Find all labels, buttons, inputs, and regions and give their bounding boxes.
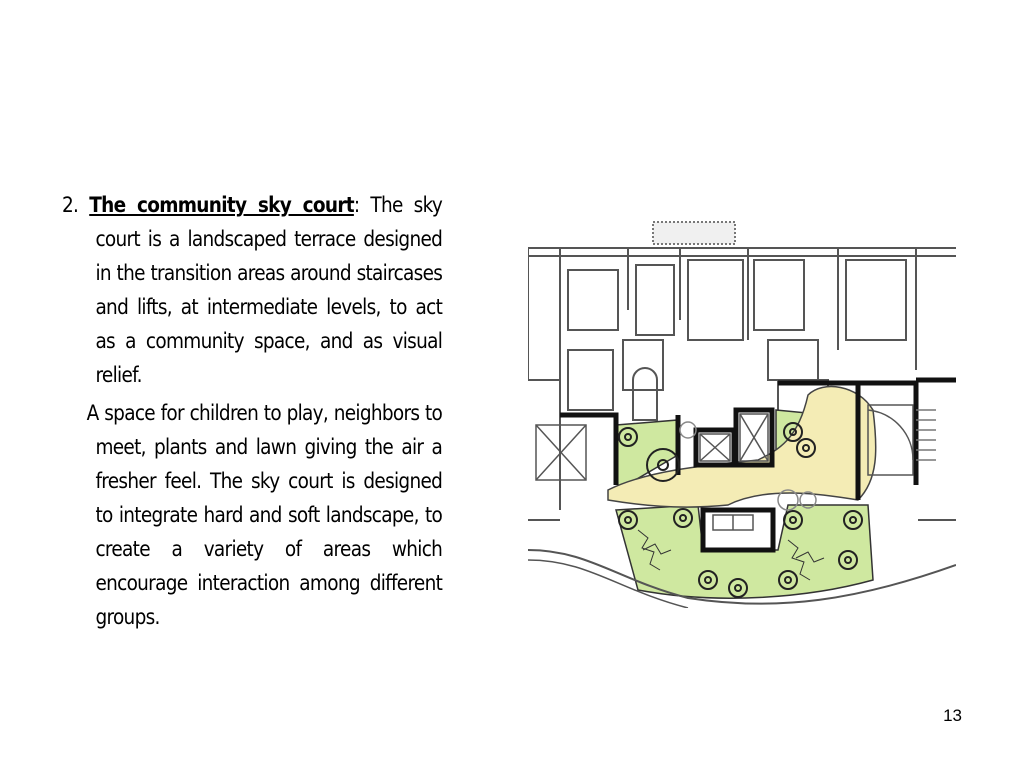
paragraph-1-text: : The sky court is a landscaped terrace designed in the transition areas around staircases and lifts, at intermediate levels, to act as a community space, and as visual relief. xyxy=(95,193,443,387)
floor-plan-image xyxy=(528,220,956,608)
paragraph-sky-court xyxy=(62,188,442,392)
body-text xyxy=(62,188,442,634)
item-number: 2. xyxy=(62,193,79,217)
paragraph-2: A space for children to play, neighbors to meet, plants and lawn giving the air a fresher feel. The sky court is designed to integrate hard and soft landscape, to create a variety of areas which encourage interaction among different groups. xyxy=(86,401,443,629)
page-number: 13 xyxy=(943,706,962,725)
term-heading: The community sky court xyxy=(89,193,354,217)
